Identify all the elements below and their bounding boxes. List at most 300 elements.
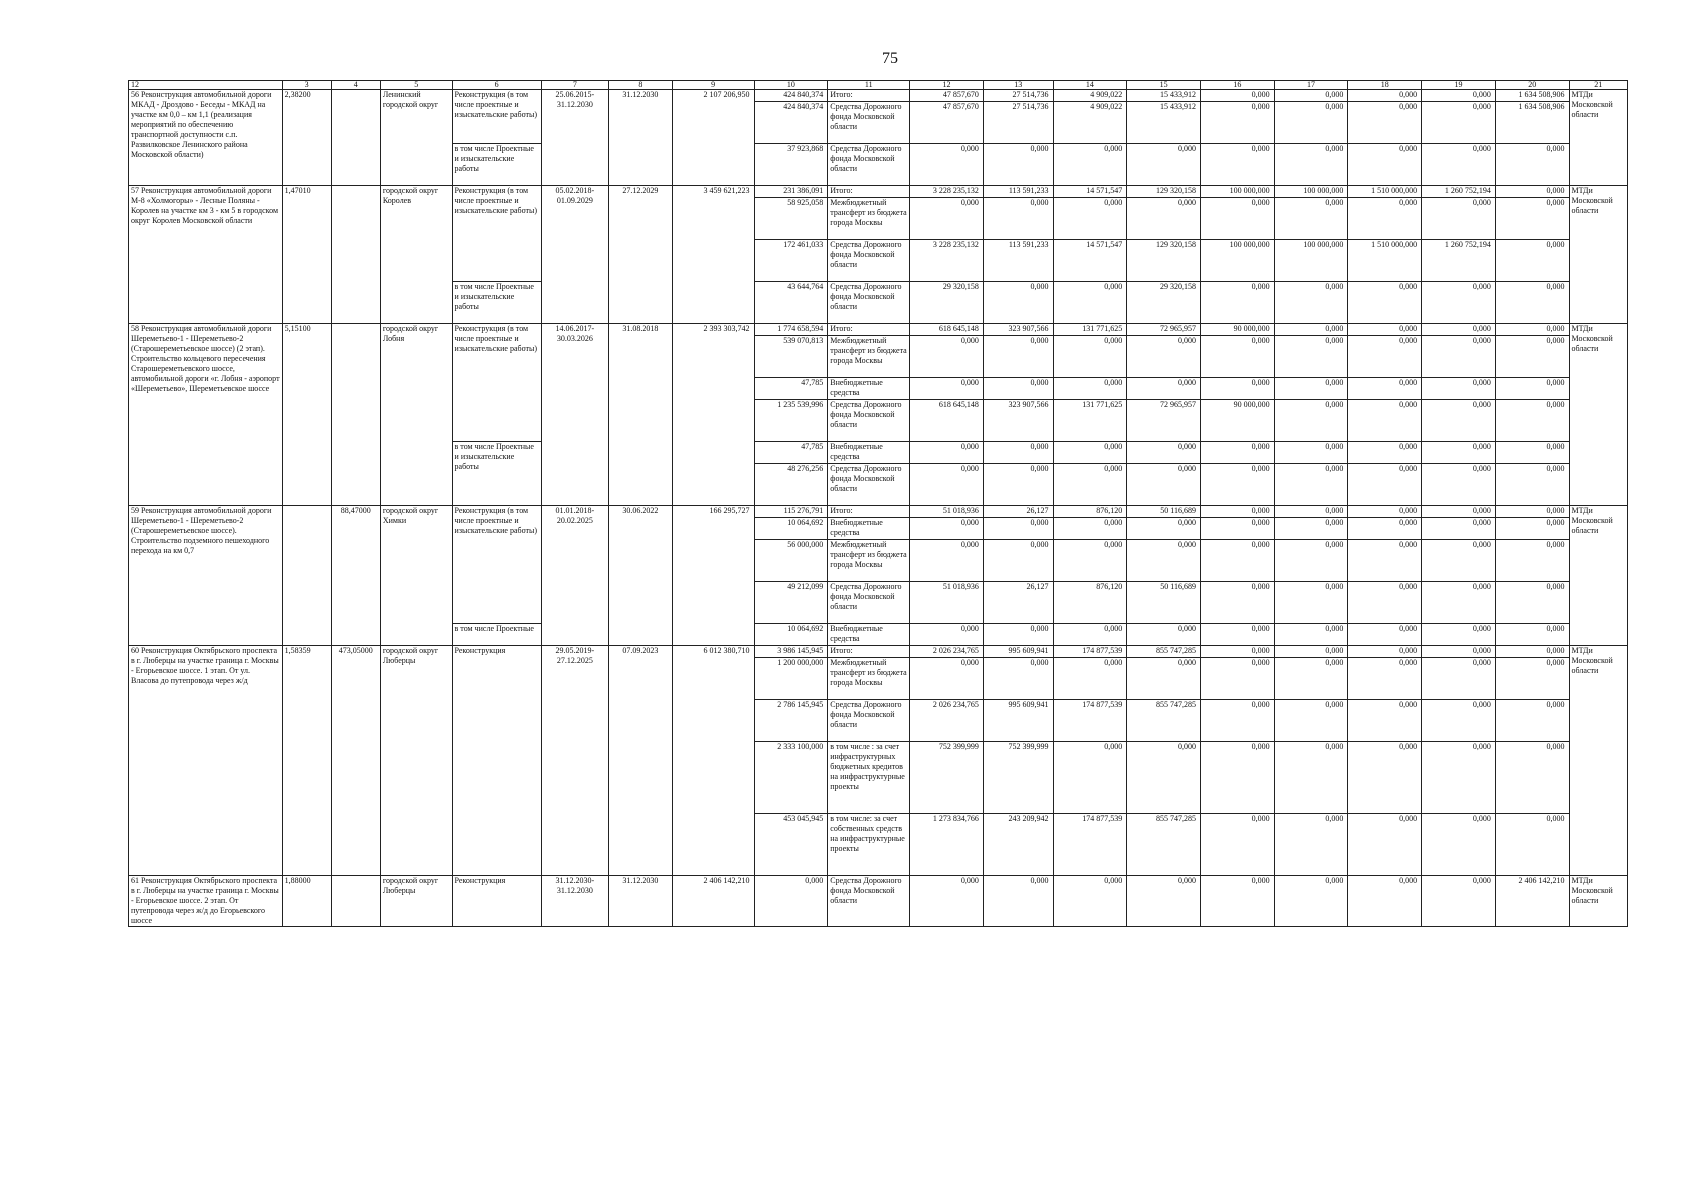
year-value-cell: 0,000 — [1127, 624, 1201, 646]
year-value-cell: 0,000 — [1200, 742, 1274, 814]
capacity-cell: 2,38200 — [282, 90, 331, 186]
year-value-cell: 0,000 — [1127, 742, 1201, 814]
year-value-cell: 752 399,999 — [983, 742, 1053, 814]
year-value-cell: 0,000 — [1053, 742, 1127, 814]
amount-cell: 172 461,033 — [754, 240, 828, 282]
year-value-cell: 4 909,022 — [1053, 90, 1127, 102]
year-value-cell: 0,000 — [1200, 90, 1274, 102]
year-value-cell: 0,000 — [1127, 518, 1201, 540]
year-value-cell: 0,000 — [983, 624, 1053, 646]
year-value-cell: 0,000 — [1422, 658, 1496, 700]
year-value-cell: 0,000 — [1274, 876, 1348, 927]
column-number-cell: 4 — [331, 81, 380, 90]
year-value-cell: 0,000 — [1200, 700, 1274, 742]
year-value-cell: 1 510 000,000 — [1348, 186, 1422, 198]
object-name-cell — [129, 506, 283, 646]
year-value-cell: 0,000 — [1495, 144, 1569, 186]
completion-date-cell: 31.08.2018 — [609, 324, 672, 506]
year-value-cell: 1 510 000,000 — [1348, 240, 1422, 282]
year-value-cell: 0,000 — [1495, 540, 1569, 582]
column-number-cell: 1 2 — [129, 81, 283, 90]
funding-source-cell: в том числе : за счет инфраструктурных бюджетных кредитов на инфраструктурные проекты — [828, 742, 910, 814]
year-value-cell: 0,000 — [1422, 464, 1496, 506]
year-value-cell: 2 406 142,210 — [1495, 876, 1569, 927]
year-value-cell: 0,000 — [1422, 378, 1496, 400]
year-value-cell: 0,000 — [1053, 540, 1127, 582]
amount-cell: 56 000,000 — [754, 540, 828, 582]
year-value-cell: 0,000 — [1495, 814, 1569, 876]
year-value-cell: 0,000 — [1053, 144, 1127, 186]
amount-cell: 49 212,099 — [754, 582, 828, 624]
amount-cell: 0,000 — [754, 876, 828, 927]
year-value-cell: 14 571,547 — [1053, 240, 1127, 282]
year-value-cell: 0,000 — [1274, 700, 1348, 742]
column-number-cell: 15 — [1127, 81, 1201, 90]
year-value-cell: 131 771,625 — [1053, 400, 1127, 442]
year-value-cell: 0,000 — [1127, 378, 1201, 400]
cost-cell: 166 295,727 — [672, 506, 754, 646]
year-value-cell: 0,000 — [983, 198, 1053, 240]
year-value-cell: 0,000 — [1348, 90, 1422, 102]
year-value-cell: 876,120 — [1053, 506, 1127, 518]
year-value-cell: 0,000 — [1127, 464, 1201, 506]
year-value-cell: 0,000 — [1200, 464, 1274, 506]
year-value-cell: 51 018,936 — [910, 506, 984, 518]
year-value-cell: 0,000 — [1274, 282, 1348, 324]
object-name: Реконструкция автомобильной дороги Шереметьево-1 - Шереметьево-2 (Старошереметьевское шоссе). Строительство подземного пешеходного перехода на км 0,7 — [131, 506, 272, 555]
year-value-cell: 0,000 — [1200, 102, 1274, 144]
year-value-cell: 0,000 — [983, 658, 1053, 700]
period-cell: 05.02.2018- 01.09.2029 — [541, 186, 609, 324]
completion-date-cell: 31.12.2030 — [609, 90, 672, 186]
year-value-cell: 0,000 — [1200, 540, 1274, 582]
year-value-cell: 0,000 — [1274, 198, 1348, 240]
year-value-cell: 1 273 834,766 — [910, 814, 984, 876]
funding-source-cell: Межбюджетный трансферт из бюджета города Москвы — [828, 336, 910, 378]
work-type-cell: Реконструкция (в том числе проектные и изыскательские работы) — [452, 324, 541, 442]
year-value-cell: 618 645,148 — [910, 400, 984, 442]
amount-cell: 539 070,813 — [754, 336, 828, 378]
year-value-cell: 0,000 — [1422, 700, 1496, 742]
year-value-cell: 0,000 — [1348, 282, 1422, 324]
year-value-cell: 0,000 — [1348, 658, 1422, 700]
year-value-cell: 0,000 — [1274, 324, 1348, 336]
customer-cell: МТДи Московской области — [1569, 186, 1627, 324]
district-cell: городской округ Лобня — [380, 324, 452, 506]
amount-cell: 115 276,791 — [754, 506, 828, 518]
object-name-cell — [129, 186, 283, 324]
amount-cell: 37 923,868 — [754, 144, 828, 186]
year-value-cell: 1 634 508,906 — [1495, 102, 1569, 144]
period-cell: 25.06.2015- 31.12.2030 — [541, 90, 609, 186]
year-value-cell: 0,000 — [1274, 582, 1348, 624]
year-value-cell: 29 320,158 — [910, 282, 984, 324]
year-value-cell: 855 747,285 — [1127, 646, 1201, 658]
year-value-cell: 0,000 — [1200, 518, 1274, 540]
column-number-cell: 7 — [541, 81, 609, 90]
year-value-cell: 1 260 752,194 — [1422, 186, 1496, 198]
year-value-cell: 0,000 — [1422, 506, 1496, 518]
year-value-cell: 0,000 — [1495, 198, 1569, 240]
completion-date-cell: 31.12.2030 — [609, 876, 672, 927]
year-value-cell: 0,000 — [1422, 282, 1496, 324]
funding-source-cell: Средства Дорожного фонда Московской области — [828, 582, 910, 624]
year-value-cell: 0,000 — [1495, 336, 1569, 378]
year-value-cell: 0,000 — [1495, 506, 1569, 518]
year-value-cell: 0,000 — [1348, 442, 1422, 464]
year-value-cell: 50 116,689 — [1127, 582, 1201, 624]
work-type-cell: Реконструкция — [452, 646, 541, 876]
row-number: 57 — [131, 186, 141, 195]
year-value-cell: 0,000 — [1053, 198, 1127, 240]
object-name: Реконструкция автомобильной дороги МКАД - Дроздово - Беседы - МКАД на участке км 0,0 – км 1,1 (реализация мероприятий по обеспечению транспортной доступности с.п. Развилковское Ленинского района Московской области) — [131, 90, 272, 159]
amount-cell: 48 276,256 — [754, 464, 828, 506]
year-value-cell: 0,000 — [1274, 336, 1348, 378]
funding-source-cell: Внебюджетные средства — [828, 518, 910, 540]
year-value-cell: 26,127 — [983, 506, 1053, 518]
year-value-cell: 15 433,912 — [1127, 102, 1201, 144]
funding-source-cell: Итого: — [828, 324, 910, 336]
year-value-cell: 47 857,670 — [910, 90, 984, 102]
year-value-cell: 243 209,942 — [983, 814, 1053, 876]
completion-date-cell: 07.09.2023 — [609, 646, 672, 876]
completion-date-cell: 30.06.2022 — [609, 506, 672, 646]
year-value-cell: 0,000 — [1495, 324, 1569, 336]
funding-source-cell: Внебюджетные средства — [828, 442, 910, 464]
cost-cell: 3 459 621,223 — [672, 186, 754, 324]
year-value-cell: 0,000 — [1495, 464, 1569, 506]
year-value-cell: 0,000 — [1200, 378, 1274, 400]
year-value-cell: 0,000 — [1127, 876, 1201, 927]
column-number-row — [129, 81, 1628, 90]
column-number-cell: 13 — [983, 81, 1053, 90]
year-value-cell: 0,000 — [910, 442, 984, 464]
amount-cell: 47,785 — [754, 442, 828, 464]
column-number-cell: 16 — [1200, 81, 1274, 90]
funding-source-cell: Средства Дорожного фонда Московской области — [828, 700, 910, 742]
year-value-cell: 0,000 — [1127, 144, 1201, 186]
year-value-cell: 0,000 — [1348, 198, 1422, 240]
length-cell — [331, 876, 380, 927]
row-number: 59 — [131, 506, 141, 515]
capacity-cell — [282, 506, 331, 646]
year-value-cell: 0,000 — [1127, 336, 1201, 378]
year-value-cell: 0,000 — [1348, 700, 1422, 742]
amount-cell: 10 064,692 — [754, 518, 828, 540]
year-value-cell: 0,000 — [1348, 400, 1422, 442]
funding-source-cell: Средства Дорожного фонда Московской области — [828, 102, 910, 144]
year-value-cell: 0,000 — [910, 518, 984, 540]
year-value-cell: 0,000 — [1348, 742, 1422, 814]
year-value-cell: 174 877,539 — [1053, 646, 1127, 658]
year-value-cell: 0,000 — [1348, 624, 1422, 646]
table-row — [129, 876, 1628, 927]
period-cell: 01.01.2018- 20.02.2025 — [541, 506, 609, 646]
year-value-cell: 0,000 — [1274, 646, 1348, 658]
year-value-cell: 14 571,547 — [1053, 186, 1127, 198]
year-value-cell: 0,000 — [1495, 378, 1569, 400]
year-value-cell: 0,000 — [1495, 658, 1569, 700]
object-name-cell — [129, 876, 283, 927]
year-value-cell: 0,000 — [1274, 464, 1348, 506]
year-value-cell: 131 771,625 — [1053, 324, 1127, 336]
year-value-cell: 0,000 — [983, 144, 1053, 186]
year-value-cell: 0,000 — [1274, 518, 1348, 540]
funding-source-cell: Итого: — [828, 186, 910, 198]
year-value-cell: 0,000 — [1495, 400, 1569, 442]
customer-cell: МТДи Московской области — [1569, 506, 1627, 646]
object-name: Реконструкция автомобильной дороги М-8 «Холмогоры» - Лесные Поляны - Королев на участке км 3 - км 5 в городском округ Королев Московской области — [131, 186, 279, 225]
year-value-cell: 0,000 — [1127, 540, 1201, 582]
year-value-cell: 1 634 508,906 — [1495, 90, 1569, 102]
year-value-cell: 0,000 — [1348, 582, 1422, 624]
period-cell: 29.05.2019- 27.12.2025 — [541, 646, 609, 876]
funding-source-cell: Межбюджетный трансферт из бюджета города Москвы — [828, 198, 910, 240]
column-number-cell: 10 — [754, 81, 828, 90]
year-value-cell: 50 116,689 — [1127, 506, 1201, 518]
funding-source-cell: Внебюджетные средства — [828, 378, 910, 400]
year-value-cell: 0,000 — [1422, 198, 1496, 240]
table-row — [129, 90, 1628, 102]
year-value-cell: 0,000 — [1495, 442, 1569, 464]
year-value-cell: 0,000 — [1200, 814, 1274, 876]
column-number-cell: 19 — [1422, 81, 1496, 90]
year-value-cell: 0,000 — [1127, 442, 1201, 464]
year-value-cell: 0,000 — [983, 282, 1053, 324]
year-value-cell: 0,000 — [1495, 582, 1569, 624]
object-name-cell — [129, 646, 283, 876]
year-value-cell: 0,000 — [910, 540, 984, 582]
year-value-cell: 0,000 — [1200, 658, 1274, 700]
funding-source-cell: Средства Дорожного фонда Московской области — [828, 400, 910, 442]
year-value-cell: 0,000 — [1200, 646, 1274, 658]
cost-cell: 2 107 206,950 — [672, 90, 754, 186]
column-number-cell: 11 — [828, 81, 910, 90]
year-value-cell: 0,000 — [1348, 378, 1422, 400]
funding-source-cell: Межбюджетный трансферт из бюджета города Москвы — [828, 540, 910, 582]
year-value-cell: 0,000 — [1422, 336, 1496, 378]
year-value-cell: 15 433,912 — [1127, 90, 1201, 102]
year-value-cell: 3 228 235,132 — [910, 186, 984, 198]
year-value-cell: 0,000 — [1348, 464, 1422, 506]
length-cell — [331, 186, 380, 324]
funding-source-cell: Средства Дорожного фонда Московской области — [828, 240, 910, 282]
funding-source-cell: Межбюджетный трансферт из бюджета города Москвы — [828, 658, 910, 700]
year-value-cell: 113 591,233 — [983, 186, 1053, 198]
year-value-cell: 0,000 — [1200, 876, 1274, 927]
year-value-cell: 0,000 — [1053, 378, 1127, 400]
year-value-cell: 0,000 — [1348, 518, 1422, 540]
year-value-cell: 0,000 — [1422, 102, 1496, 144]
page-number: 75 — [882, 50, 898, 67]
funding-source-cell: Средства Дорожного фонда Московской области — [828, 464, 910, 506]
year-value-cell: 0,000 — [983, 876, 1053, 927]
work-type-cell: в том числе Проектные — [452, 624, 541, 646]
year-value-cell: 0,000 — [910, 464, 984, 506]
year-value-cell: 0,000 — [1200, 144, 1274, 186]
year-value-cell: 0,000 — [1053, 876, 1127, 927]
amount-cell: 424 840,374 — [754, 102, 828, 144]
work-type-cell: Реконструкция — [452, 876, 541, 927]
year-value-cell: 27 514,736 — [983, 90, 1053, 102]
year-value-cell: 0,000 — [910, 144, 984, 186]
year-value-cell: 27 514,736 — [983, 102, 1053, 144]
capacity-cell: 1,47010 — [282, 186, 331, 324]
work-type-cell: в том числе Проектные и изыскательские работы — [452, 144, 541, 186]
year-value-cell: 0,000 — [1274, 506, 1348, 518]
year-value-cell: 0,000 — [1495, 240, 1569, 282]
year-value-cell: 0,000 — [1274, 378, 1348, 400]
year-value-cell: 0,000 — [1200, 506, 1274, 518]
year-value-cell: 47 857,670 — [910, 102, 984, 144]
year-value-cell: 0,000 — [1274, 624, 1348, 646]
year-value-cell: 876,120 — [1053, 582, 1127, 624]
year-value-cell: 0,000 — [1422, 624, 1496, 646]
year-value-cell: 0,000 — [1422, 582, 1496, 624]
year-value-cell: 0,000 — [910, 658, 984, 700]
year-value-cell: 995 609,941 — [983, 700, 1053, 742]
year-value-cell: 0,000 — [1495, 742, 1569, 814]
year-value-cell: 0,000 — [1495, 646, 1569, 658]
year-value-cell: 0,000 — [1348, 540, 1422, 582]
funding-source-cell: Средства Дорожного фонда Московской области — [828, 876, 910, 927]
column-number-cell: 20 — [1495, 81, 1569, 90]
year-value-cell: 995 609,941 — [983, 646, 1053, 658]
district-cell: Ленинский городской округ — [380, 90, 452, 186]
column-number-cell: 17 — [1274, 81, 1348, 90]
year-value-cell: 0,000 — [1422, 814, 1496, 876]
table-row — [129, 324, 1628, 336]
year-value-cell: 0,000 — [1274, 742, 1348, 814]
investment-table — [128, 80, 1628, 927]
year-value-cell: 29 320,158 — [1127, 282, 1201, 324]
work-type-cell: Реконструкция (в том числе проектные и изыскательские работы) — [452, 506, 541, 624]
year-value-cell: 0,000 — [910, 876, 984, 927]
funding-source-cell: в том числе: за счет собственных средств на инфраструктурные проекты — [828, 814, 910, 876]
year-value-cell: 0,000 — [1422, 442, 1496, 464]
year-value-cell: 0,000 — [1422, 324, 1496, 336]
year-value-cell: 0,000 — [910, 378, 984, 400]
year-value-cell: 0,000 — [1422, 518, 1496, 540]
year-value-cell: 100 000,000 — [1200, 240, 1274, 282]
year-value-cell: 0,000 — [1200, 582, 1274, 624]
column-number-cell: 9 — [672, 81, 754, 90]
year-value-cell: 0,000 — [1200, 442, 1274, 464]
year-value-cell: 0,000 — [1127, 658, 1201, 700]
year-value-cell: 0,000 — [1422, 400, 1496, 442]
year-value-cell: 0,000 — [983, 540, 1053, 582]
amount-cell: 2 333 100,000 — [754, 742, 828, 814]
object-name: Реконструкция Октябрьского проспекта в г. Люберцы на участке граница г. Москвы - Егорьевское шоссе. 2 этап. От путепровода через ж/д до Егорьевского шоссе — [131, 876, 279, 925]
year-value-cell: 0,000 — [1053, 336, 1127, 378]
year-value-cell: 0,000 — [1200, 624, 1274, 646]
year-value-cell: 72 965,957 — [1127, 324, 1201, 336]
year-value-cell: 0,000 — [1495, 700, 1569, 742]
year-value-cell: 0,000 — [1495, 624, 1569, 646]
year-value-cell: 0,000 — [1200, 198, 1274, 240]
period-cell: 14.06.2017- 30.03.2026 — [541, 324, 609, 506]
column-number-cell: 3 — [282, 81, 331, 90]
customer-cell: МТДи Московской области — [1569, 324, 1627, 506]
year-value-cell: 90 000,000 — [1200, 324, 1274, 336]
period-cell: 31.12.2030- 31.12.2030 — [541, 876, 609, 927]
year-value-cell: 72 965,957 — [1127, 400, 1201, 442]
amount-cell: 231 386,091 — [754, 186, 828, 198]
work-type-cell: Реконструкция (в том числе проектные и изыскательские работы) — [452, 186, 541, 282]
year-value-cell: 0,000 — [1274, 102, 1348, 144]
amount-cell: 1 200 000,000 — [754, 658, 828, 700]
year-value-cell: 0,000 — [1053, 442, 1127, 464]
year-value-cell: 0,000 — [1348, 144, 1422, 186]
year-value-cell: 0,000 — [1274, 144, 1348, 186]
year-value-cell: 0,000 — [1422, 90, 1496, 102]
column-number-cell: 14 — [1053, 81, 1127, 90]
year-value-cell: 0,000 — [1422, 876, 1496, 927]
column-number-cell: 5 — [380, 81, 452, 90]
district-cell: городской округ Королев — [380, 186, 452, 324]
work-type-cell: Реконструкция (в том числе проектные и изыскательские работы) — [452, 90, 541, 144]
amount-cell: 58 925,058 — [754, 198, 828, 240]
year-value-cell: 4 909,022 — [1053, 102, 1127, 144]
year-value-cell: 51 018,936 — [910, 582, 984, 624]
amount-cell: 1 235 539,996 — [754, 400, 828, 442]
table-body — [129, 81, 1628, 927]
year-value-cell: 113 591,233 — [983, 240, 1053, 282]
funding-source-cell: Итого: — [828, 506, 910, 518]
capacity-cell: 1,58359 — [282, 646, 331, 876]
row-number: 58 — [131, 324, 141, 333]
work-type-cell: в том числе Проектные и изыскательские работы — [452, 282, 541, 324]
year-value-cell: 174 877,539 — [1053, 700, 1127, 742]
year-value-cell: 0,000 — [1348, 336, 1422, 378]
table-row — [129, 186, 1628, 198]
cost-cell: 2 393 303,742 — [672, 324, 754, 506]
funding-source-cell: Средства Дорожного фонда Московской области — [828, 282, 910, 324]
column-number-cell: 8 — [609, 81, 672, 90]
customer-cell: МТДи Московской области — [1569, 646, 1627, 876]
year-value-cell: 0,000 — [1348, 102, 1422, 144]
district-cell: городской округ Люберцы — [380, 876, 452, 927]
funding-source-cell: Итого: — [828, 90, 910, 102]
amount-cell: 2 786 145,945 — [754, 700, 828, 742]
year-value-cell: 0,000 — [1348, 646, 1422, 658]
table-row — [129, 506, 1628, 518]
year-value-cell: 0,000 — [1053, 464, 1127, 506]
object-name: Реконструкция автомобильной дороги Шереметьево-1 - Шереметьево-2 (Старошереметьевское шоссе) (2 этап). Строительство кольцевого пересечения Старошереметьевского шоссе, автомобильной дороги «г. Лобня - аэропорт «Шереметьево», Шереметьевское шоссе — [131, 324, 280, 393]
year-value-cell: 0,000 — [1274, 90, 1348, 102]
year-value-cell: 0,000 — [910, 624, 984, 646]
cost-cell: 6 012 380,710 — [672, 646, 754, 876]
year-value-cell: 0,000 — [1422, 540, 1496, 582]
year-value-cell: 0,000 — [1274, 540, 1348, 582]
district-cell: городской округ Химки — [380, 506, 452, 646]
amount-cell: 1 774 658,594 — [754, 324, 828, 336]
year-value-cell: 0,000 — [1274, 442, 1348, 464]
work-type-cell: в том числе Проектные и изыскательские работы — [452, 442, 541, 506]
year-value-cell: 0,000 — [910, 336, 984, 378]
column-number-cell: 18 — [1348, 81, 1422, 90]
year-value-cell: 0,000 — [983, 464, 1053, 506]
funding-source-cell: Итого: — [828, 646, 910, 658]
year-value-cell: 0,000 — [983, 442, 1053, 464]
length-cell: 88,47000 — [331, 506, 380, 646]
column-number-cell: 21 — [1569, 81, 1627, 90]
year-value-cell: 0,000 — [1348, 876, 1422, 927]
amount-cell: 424 840,374 — [754, 90, 828, 102]
year-value-cell: 0,000 — [1200, 336, 1274, 378]
object-name-cell — [129, 324, 283, 506]
capacity-cell: 1,88000 — [282, 876, 331, 927]
